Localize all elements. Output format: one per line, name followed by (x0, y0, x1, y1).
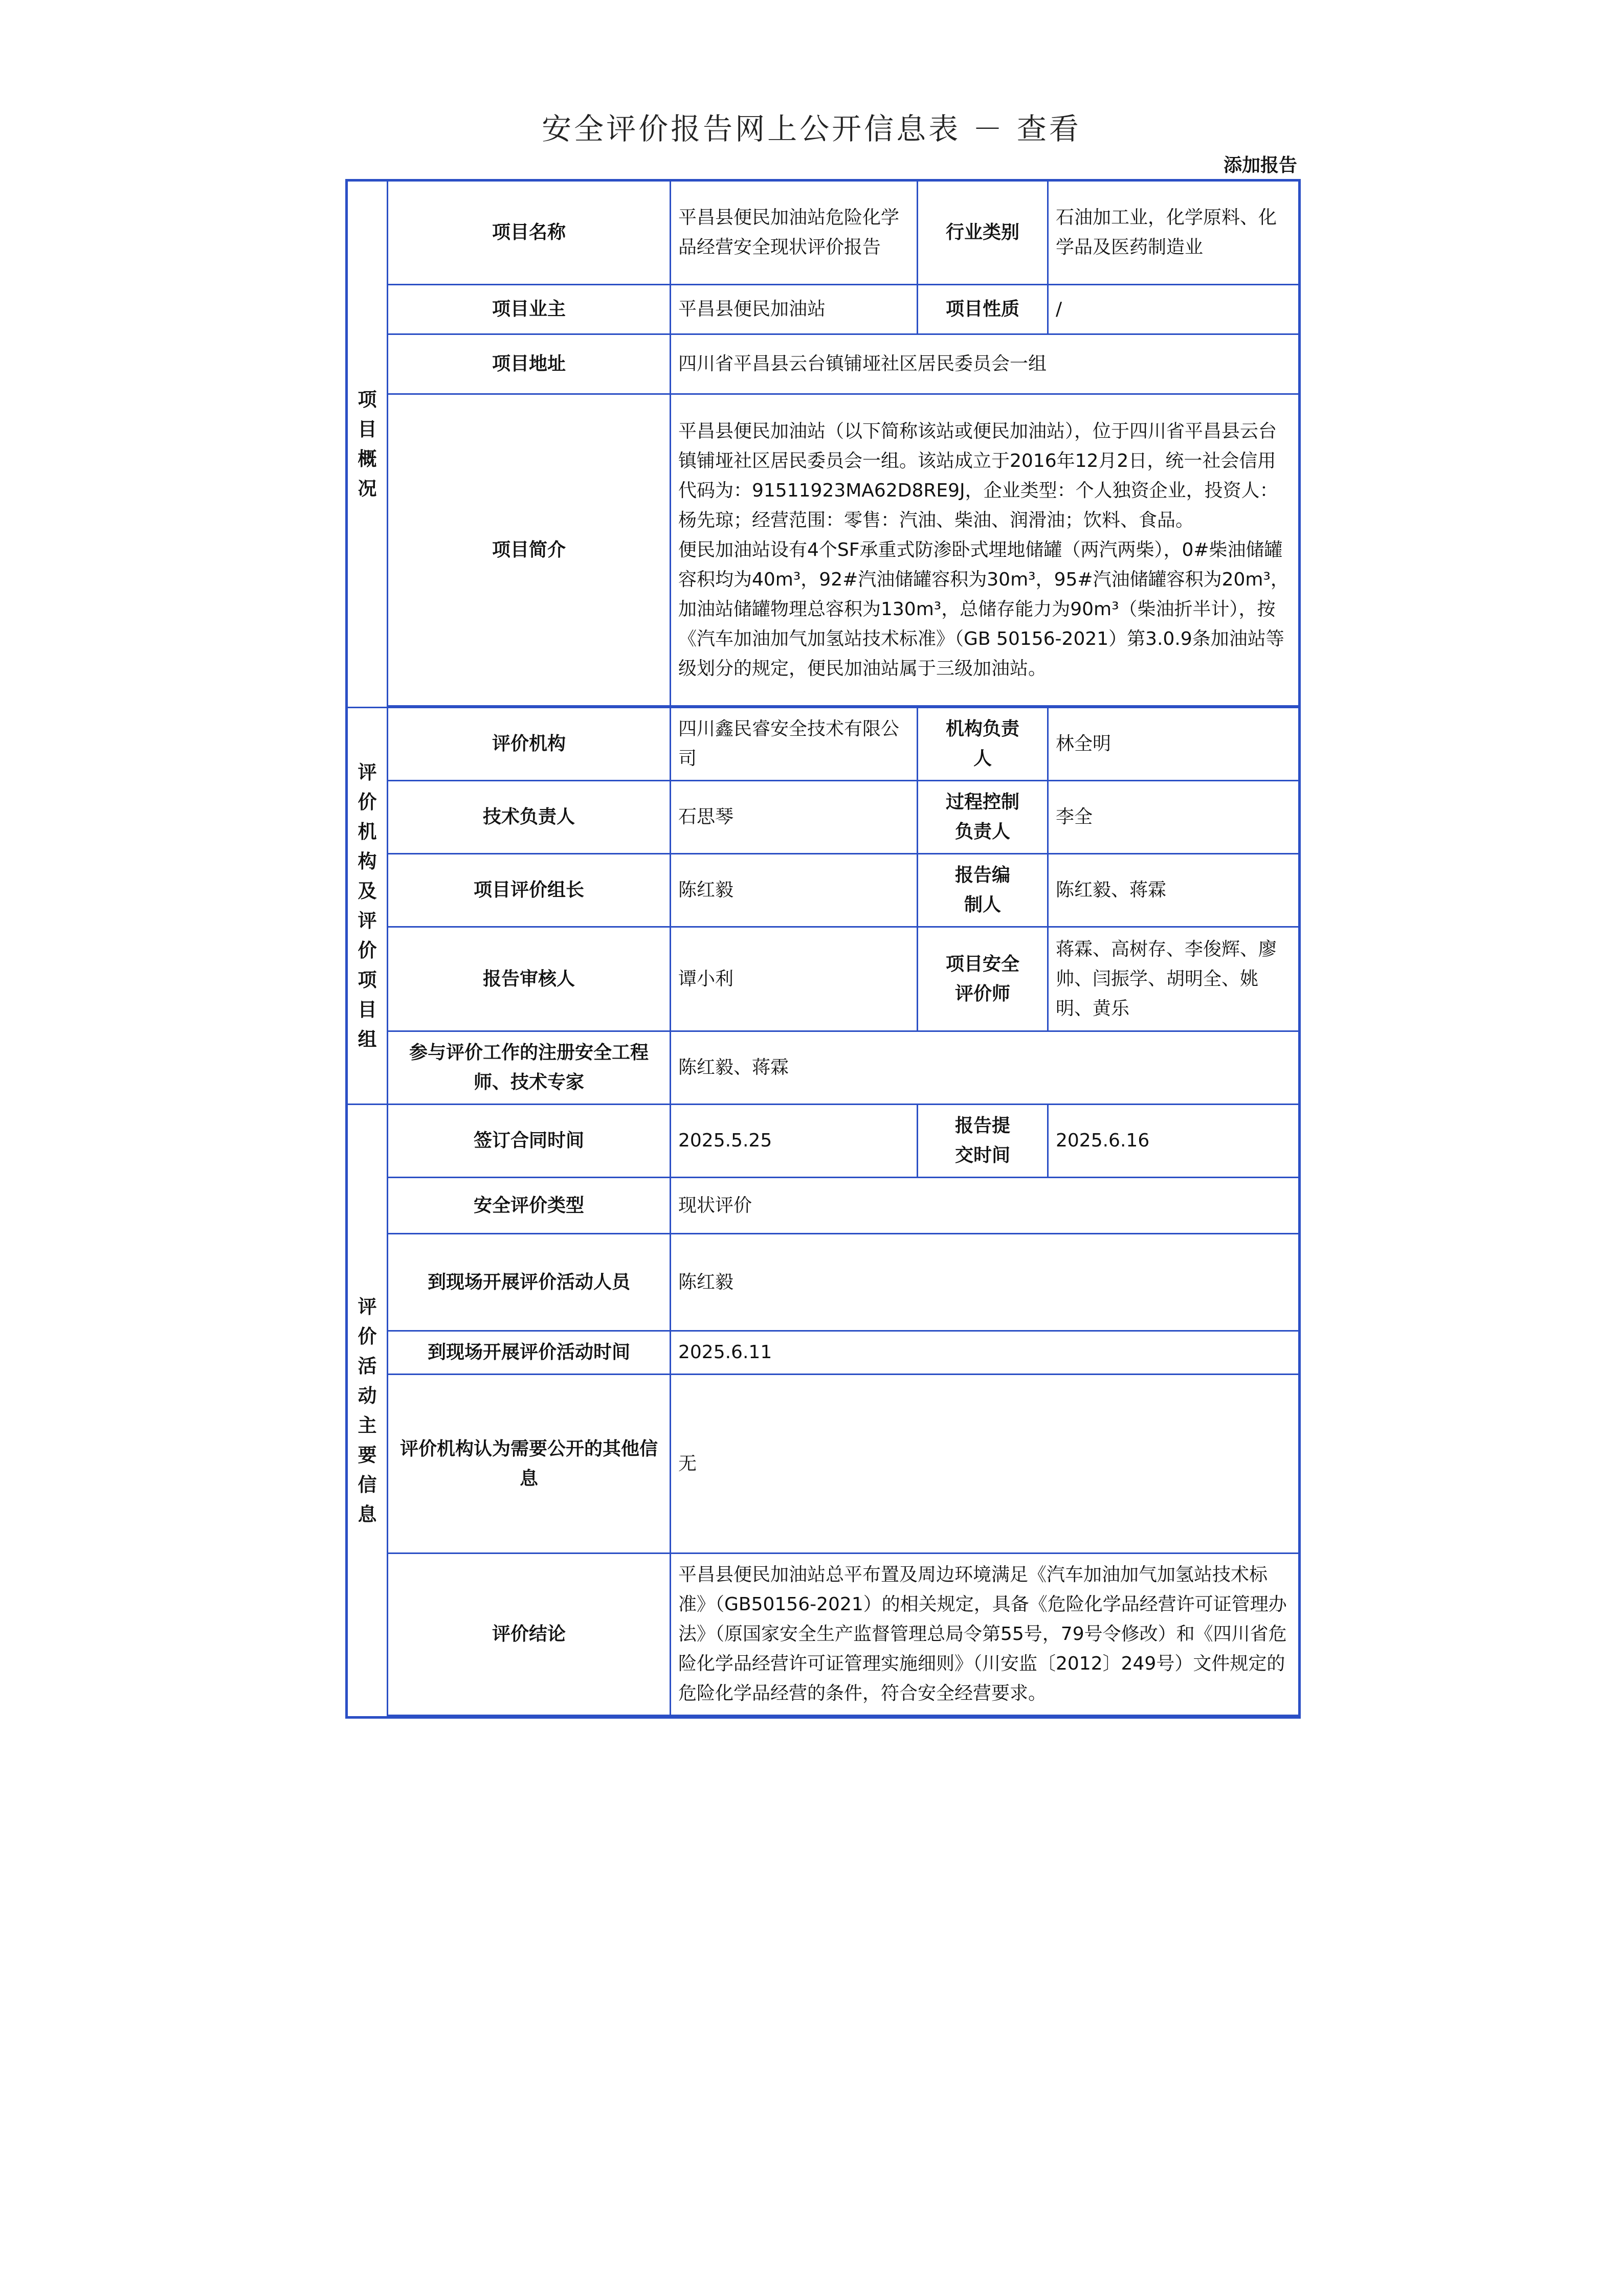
label-process-head: 过程控制负责人 (918, 781, 1048, 854)
label-onsite-people: 到现场开展评价活动人员 (388, 1234, 671, 1331)
section-label-organization: 评价机构及评价项目组 (347, 708, 388, 1105)
label-engineers: 参与评价工作的注册安全工程师、技术专家 (388, 1031, 671, 1105)
value-onsite-date: 2025.6.11 (671, 1331, 1300, 1375)
label-submit-date: 报告提交时间 (918, 1105, 1048, 1178)
label-contract-date: 签订合同时间 (388, 1105, 671, 1178)
table-row (347, 285, 1300, 334)
label-intro: 项目简介 (388, 394, 671, 706)
label-industry: 行业类别 (918, 181, 1048, 285)
value-compiler: 陈红毅、蒋霖 (1048, 854, 1300, 927)
value-intro (671, 394, 1300, 706)
value-assessors: 蒋霖、高树存、李俊辉、廖帅、闫振学、胡明全、姚明、黄乐 (1048, 927, 1300, 1031)
info-table (345, 179, 1301, 1719)
value-nature: / (1048, 285, 1300, 334)
table-row (347, 334, 1300, 394)
table-row (347, 1554, 1300, 1716)
section-label-activities: 评价活动主要信息 (347, 1105, 388, 1718)
section-label-overview: 项目概况 (347, 181, 388, 708)
table-row (347, 181, 1300, 285)
table-row (347, 708, 1300, 781)
label-onsite-date: 到现场开展评价活动时间 (388, 1331, 671, 1375)
intro-paragraph-1: 平昌县便民加油站（以下简称该站或便民加油站），位于四川省平昌县云台镇铺垭社区居民委员会一组。该站成立于2016年12月2日，统一社会信用代码为：91511923MA62D8RE9J，企业类型：个人独资企业，投资人：杨先琼；经营范围：零售：汽油、柴油、润滑油；饮料、食品。 (678, 420, 1278, 531)
label-nature: 项目性质 (918, 285, 1048, 334)
table-row (347, 927, 1300, 1031)
table-row (347, 781, 1300, 854)
add-report-link[interactable]: 添加报告 (1223, 155, 1297, 176)
value-address: 四川省平昌县云台镇铺垭社区居民委员会一组 (671, 334, 1300, 394)
value-project-name: 平昌县便民加油站危险化学品经营安全现状评价报告 (671, 181, 918, 285)
table-row (347, 854, 1300, 927)
label-compiler: 报告编制人 (918, 854, 1048, 927)
value-engineers: 陈红毅、蒋霖 (671, 1031, 1300, 1105)
page-title: 安全评价报告网上公开信息表 － 查看 (542, 111, 1081, 146)
value-other-info: 无 (671, 1375, 1300, 1554)
table-row (347, 1375, 1300, 1554)
label-eval-org: 评价机构 (388, 708, 671, 781)
table-row (347, 394, 1300, 706)
value-contract-date: 2025.5.25 (671, 1105, 918, 1178)
label-address: 项目地址 (388, 334, 671, 394)
value-onsite-people: 陈红毅 (671, 1234, 1300, 1331)
label-org-head: 机构负责人 (918, 708, 1048, 781)
label-conclusion: 评价结论 (388, 1554, 671, 1716)
label-reviewer: 报告审核人 (388, 927, 671, 1031)
label-tech-head: 技术负责人 (388, 781, 671, 854)
table-row (347, 1105, 1300, 1178)
value-eval-type: 现状评价 (671, 1178, 1300, 1234)
table-row (347, 1234, 1300, 1331)
label-assessors: 项目安全评价师 (918, 927, 1048, 1031)
value-industry: 石油加工业，化学原料、化学品及医药制造业 (1048, 181, 1300, 285)
table-row (347, 1331, 1300, 1375)
label-project-name: 项目名称 (388, 181, 671, 285)
value-owner: 平昌县便民加油站 (671, 285, 918, 334)
value-tech-head: 石思琴 (671, 781, 918, 854)
intro-paragraph-2: 便民加油站设有4个SF承重式防渗卧式埋地储罐（两汽两柴），0#柴油储罐容积均为40m³，92#汽油储罐容积为30m³，95#汽油储罐容积为20m³，加油站储罐物理总容积为130m³，总储存能力为90m³（柴油折半计），按《汽车加油加气加氢站技术标准》（GB 50156-2021）第3.0.9条加油站等级划分的规定，便民加油站属于三级加油站。 (678, 539, 1289, 679)
label-owner: 项目业主 (388, 285, 671, 334)
value-team-leader: 陈红毅 (671, 854, 918, 927)
value-reviewer: 谭小利 (671, 927, 918, 1031)
label-team-leader: 项目评价组长 (388, 854, 671, 927)
value-eval-org: 四川鑫民睿安全技术有限公司 (671, 708, 918, 781)
label-eval-type: 安全评价类型 (388, 1178, 671, 1234)
label-other-info: 评价机构认为需要公开的其他信息 (388, 1375, 671, 1554)
value-org-head: 林全明 (1048, 708, 1300, 781)
value-process-head: 李全 (1048, 781, 1300, 854)
value-conclusion: 平昌县便民加油站总平布置及周边环境满足《汽车加油加气加氢站技术标准》（GB50156-2021）的相关规定，具备《危险化学品经营许可证管理办法》（原国家安全生产监督管理总局令第55号，79号令修改）和《四川省危险化学品经营许可证管理实施细则》（川安监〔2012〕249号）文件规定的危险化学品经营的条件，符合安全经营要求。 (671, 1554, 1300, 1716)
table-row (347, 1178, 1300, 1234)
value-submit-date: 2025.6.16 (1048, 1105, 1300, 1178)
table-row (347, 1031, 1300, 1105)
